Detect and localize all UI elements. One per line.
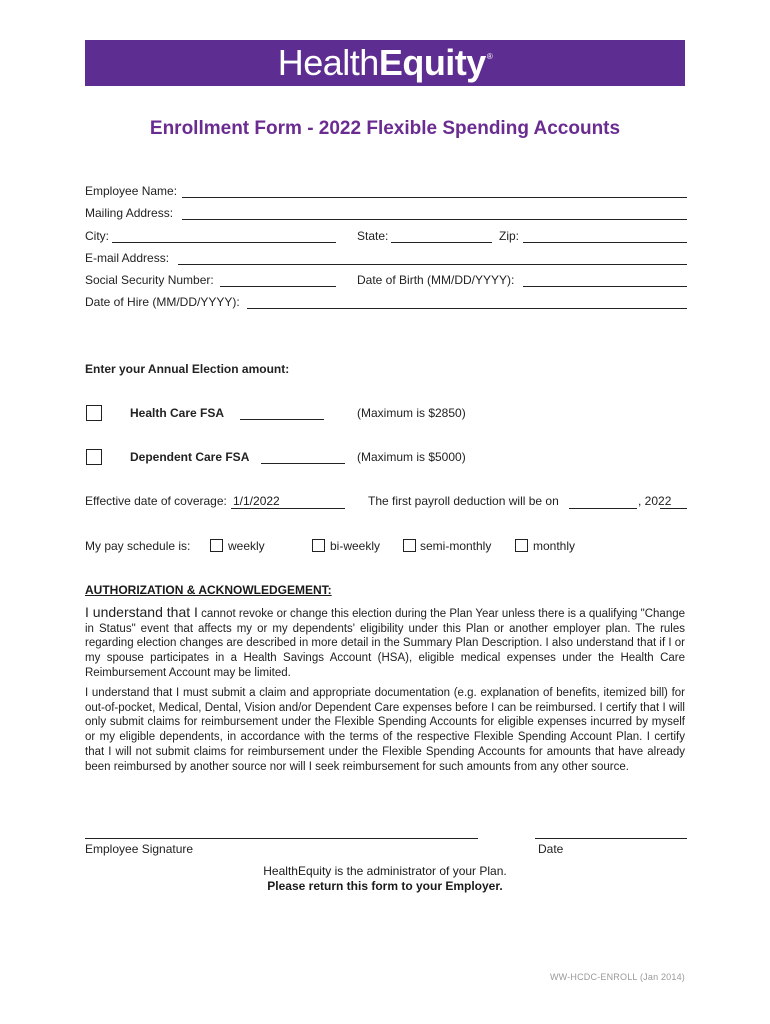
dob-field[interactable] [523, 286, 687, 287]
monthly-label: monthly [533, 539, 576, 553]
doh-label: Date of Hire (MM/DD/YYYY): [85, 295, 240, 309]
registered-mark: ® [486, 52, 493, 61]
employee-signature-field[interactable] [85, 838, 478, 839]
health-care-amount-field[interactable] [240, 419, 324, 420]
dependent-care-fsa-label: Dependent Care FSA [130, 450, 250, 464]
bi-weekly-label: bi-weekly [330, 539, 381, 553]
dependent-care-max: (Maximum is $5000) [357, 450, 466, 464]
effective-date-field[interactable]: 1/1/2022 [231, 494, 345, 509]
payroll-year-underline [660, 508, 687, 509]
health-care-fsa-checkbox[interactable] [86, 405, 102, 421]
semi-monthly-checkbox[interactable] [403, 539, 416, 552]
city-field[interactable] [112, 242, 336, 243]
state-field[interactable] [391, 242, 492, 243]
employee-signature-label: Employee Signature [85, 842, 194, 856]
dependent-care-fsa-checkbox[interactable] [86, 449, 102, 465]
effective-date-label: Effective date of coverage: [85, 494, 227, 508]
employee-name-field[interactable] [182, 197, 687, 198]
employee-name-label: Employee Name: [85, 184, 178, 198]
weekly-label: weekly [228, 539, 265, 553]
signature-date-field[interactable] [535, 838, 687, 839]
city-label: City: [85, 229, 109, 243]
health-care-max: (Maximum is $2850) [357, 406, 466, 420]
email-label: E-mail Address: [85, 251, 170, 265]
mailing-address-label: Mailing Address: [85, 206, 174, 220]
pay-schedule-label: My pay schedule is: [85, 539, 191, 553]
authorization-paragraph-1 [85, 605, 685, 681]
monthly-checkbox[interactable] [515, 539, 528, 552]
zip-field[interactable] [523, 242, 687, 243]
signature-date-label: Date [538, 842, 564, 856]
administrator-note: HealthEquity is the administrator of your Plan. [263, 864, 507, 878]
authorization-heading: AUTHORIZATION & ACKNOWLEDGEMENT: [85, 583, 332, 597]
mailing-address-field[interactable] [182, 219, 687, 220]
paragraph-1-text: cannot revoke or change this election during the Plan Year unless there is a qualifying "Change in Status" event that affects my or my dependents' eligibility under this Plan or another employer plan. The rules regarding election changes are described in more detail in the Summary Plan Description. I also understand that if I or my spouse participates in a Health Savings Account (HSA), eligible medical expenses under the Health Care Reimbursement Account may be limited. [85, 608, 685, 679]
form-code: WW-HCDC-ENROLL (Jan 2014) [549, 972, 685, 982]
ssn-field[interactable] [220, 286, 336, 287]
semi-monthly-label: semi-monthly [420, 539, 492, 553]
page-title: Enrollment Form - 2022 Flexible Spending Accounts [149, 118, 621, 139]
logo-text-health: Health [277, 42, 379, 83]
healthequity-logo [277, 42, 493, 83]
health-care-fsa-label: Health Care FSA [130, 406, 225, 420]
election-heading: Enter your Annual Election amount: [85, 362, 290, 376]
weekly-checkbox[interactable] [210, 539, 223, 552]
zip-label: Zip: [499, 229, 520, 243]
bi-weekly-checkbox[interactable] [312, 539, 325, 552]
payroll-deduction-date-field[interactable] [569, 508, 637, 509]
return-note: Please return this form to your Employer. [267, 879, 503, 893]
payroll-deduction-label: The first payroll deduction will be on [368, 494, 559, 508]
dependent-care-amount-field[interactable] [261, 463, 345, 464]
paragraph-1-lead: I understand that I [85, 604, 198, 620]
logo-text-equity: Equity [378, 42, 486, 83]
ssn-label: Social Security Number: [85, 273, 214, 287]
email-field[interactable] [178, 264, 687, 265]
payroll-year: , 2022 [638, 494, 672, 508]
dob-label: Date of Birth (MM/DD/YYYY): [357, 273, 515, 287]
state-label: State: [357, 229, 389, 243]
header-banner [85, 40, 685, 86]
authorization-paragraph-2: I understand that I must submit a claim and appropriate documentation (e.g. explanation of benefits, itemized bill) for out-of-pocket, Medical, Dental, Vision and/or Dependent Care expenses before I can be reimbursed. I certify that I will only submit claims for reimbursement under the Flexible Spending Accounts for eligible expenses incurred by myself or my eligible dependents, in accordance with the terms of the respective Flexible Spending Account Plan. I certify that I will not submit claims for reimbursement under the Flexible Spending Accounts for amounts that have already been reimbursed by another source nor will I seek reimbursement for such amounts from any other source. [85, 687, 685, 773]
doh-field[interactable] [247, 308, 687, 309]
